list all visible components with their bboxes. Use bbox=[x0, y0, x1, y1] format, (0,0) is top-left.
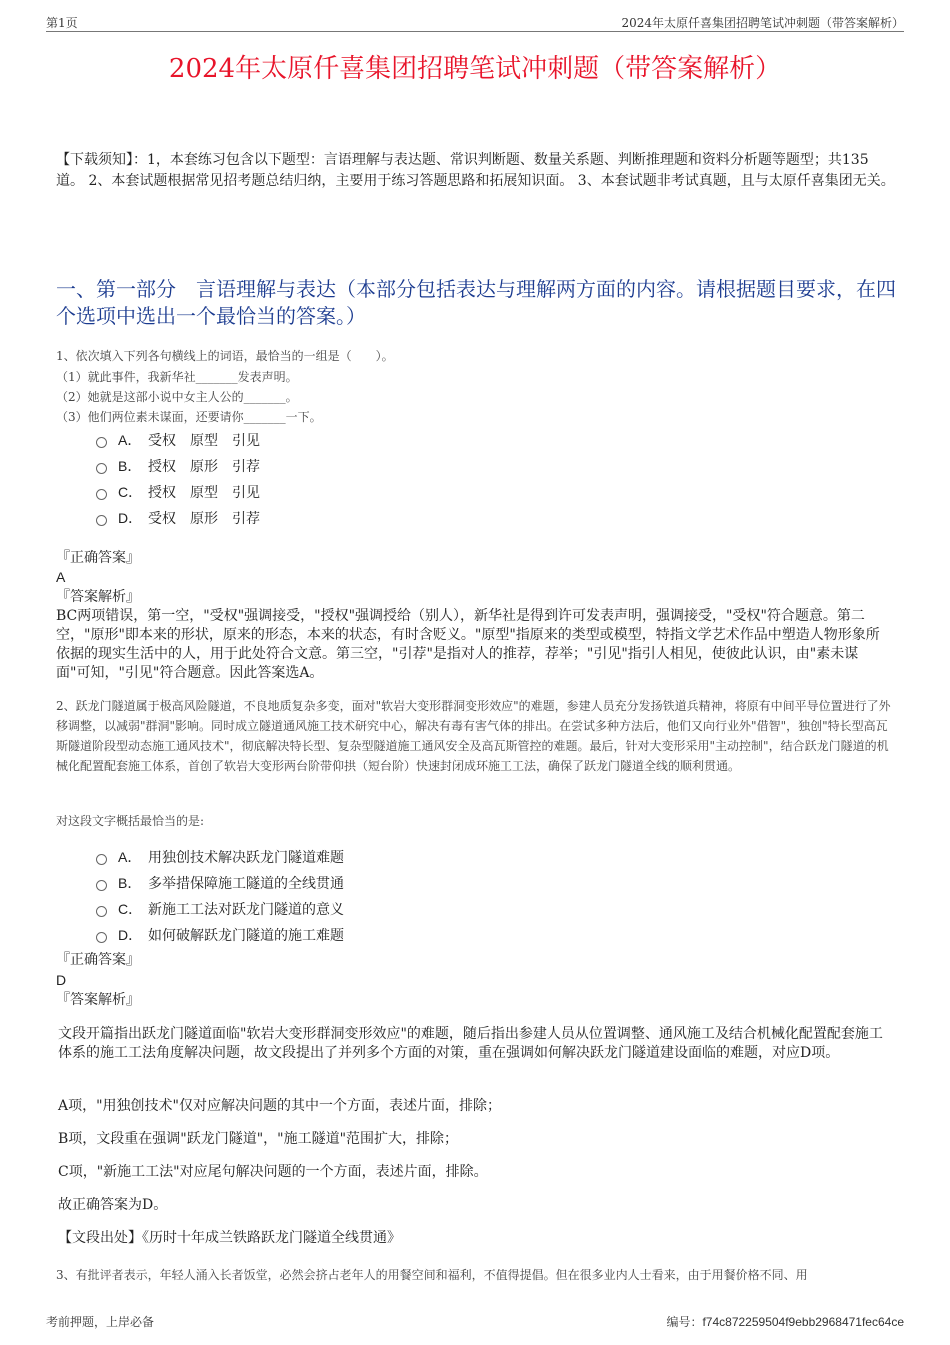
q2-option-a[interactable] bbox=[96, 847, 344, 867]
q1-option-b[interactable] bbox=[96, 456, 260, 476]
option-text: 授权 原型 引见 bbox=[148, 485, 260, 501]
q2-stem: 2、跃龙门隧道属于极高风险隧道，不良地质复杂多变，面对"软岩大变形群洞变形效应"的难题，参建人员充分发扬铁道兵精神，将原有中间平导位置进行了外移调整，以减弱"群洞"影响。同时成立隧道通风施工技术研究中心，解决有毒有害气体的排出。在尝试多种方法后，他们又向行业外"借智"，独创"特长型高瓦斯隧道阶段型动态施工通风技术"，彻底解决特长型、复杂型隧道施工通风安全及高瓦斯管控的难题。最后，针对大变形采用"主动控制"，结合跃龙门隧道的机械化配置配套施工体系，首创了软岩大变形两台阶带仰拱（短台阶）快速封闭成环施工工法，确保了跃龙门隧道全线的顺利贯通。 bbox=[56, 699, 891, 773]
footer-slogan: 考前押题，上岸必备 bbox=[46, 1315, 155, 1329]
q2-source: 【文段出处】《历时十年成兰铁路跃龙门隧道全线贯通》 bbox=[58, 1230, 401, 1246]
radio-icon[interactable] bbox=[96, 880, 107, 891]
page-title: 2024年太原仟喜集团招聘笔试冲刺题（带答案解析） bbox=[168, 54, 782, 84]
q2-answer: D bbox=[56, 972, 67, 988]
q3-stem: 3、有批评者表示，年轻人涌入长者饭堂，必然会挤占老年人的用餐空间和福利，不值得提倡。但在很多业内人士看来，由于用餐价格不同、用 bbox=[56, 1268, 808, 1282]
option-letter: A． bbox=[118, 849, 142, 865]
q1-answer-label: 『正确答案』 bbox=[56, 550, 140, 566]
section-heading: 一、第一部分 言语理解与表达（本部分包括表达与理解两方面的内容。请根据题目要求，在四个选项中选出一个最恰当的答案。） bbox=[56, 277, 896, 328]
q1-analysis-label: 『答案解析』 bbox=[56, 589, 140, 605]
radio-icon[interactable] bbox=[96, 515, 107, 526]
radio-icon[interactable] bbox=[96, 854, 107, 865]
q2-conclusion: 故正确答案为D。 bbox=[58, 1197, 168, 1213]
q1-line-2: （2）她就是这部小说中女主人公的_______。 bbox=[56, 390, 298, 404]
option-letter: B． bbox=[118, 875, 142, 891]
option-letter: B． bbox=[118, 458, 142, 474]
radio-icon[interactable] bbox=[96, 932, 107, 943]
q2-note-c: C项，"新施工工法"对应尾句解决问题的一个方面，表述片面，排除。 bbox=[58, 1164, 488, 1180]
q1-option-c[interactable] bbox=[96, 482, 260, 502]
option-text: 受权 原型 引见 bbox=[148, 433, 260, 449]
q2-note-b: B项，文段重在强调"跃龙门隧道"，"施工隧道"范围扩大，排除； bbox=[58, 1131, 459, 1147]
q1-line-1: （1）就此事件，我新华社_______发表声明。 bbox=[56, 370, 298, 384]
radio-icon[interactable] bbox=[96, 906, 107, 917]
option-letter: D． bbox=[118, 510, 143, 526]
q1-answer: A bbox=[56, 569, 66, 585]
option-text: 受权 原形 引荐 bbox=[148, 511, 260, 527]
q2-note-a: A项，"用独创技术"仅对应解决问题的其中一个方面，表述片面，排除； bbox=[58, 1098, 501, 1114]
header-doc-title: 2024年太原仟喜集团招聘笔试冲刺题（带答案解析） bbox=[621, 16, 904, 30]
option-letter: C． bbox=[118, 901, 143, 917]
q1-line-3: （3）他们两位素未谋面，还要请你_______一下。 bbox=[56, 410, 322, 424]
q2-analysis-label: 『答案解析』 bbox=[56, 992, 140, 1008]
option-text: 如何破解跃龙门隧道的施工难题 bbox=[148, 928, 344, 944]
q1-stem: 1、依次填入下列各句横线上的词语，最恰当的一组是（ ）。 bbox=[56, 349, 394, 363]
radio-icon[interactable] bbox=[96, 463, 107, 474]
option-text: 新施工工法对跃龙门隧道的意义 bbox=[148, 902, 344, 918]
page-number: 第1页 bbox=[46, 16, 78, 30]
q2-option-b[interactable] bbox=[96, 873, 344, 893]
q2-option-d[interactable] bbox=[96, 925, 344, 945]
radio-icon[interactable] bbox=[96, 437, 107, 448]
q2-analysis: 文段开篇指出跃龙门隧道面临"软岩大变形群洞变形效应"的难题，随后指出参建人员从位置调整、通风施工及结合机械化配置配套施工体系的施工工法角度解决问题，故文段提出了并列多个方面的对策，重在强调如何解决跃龙门隧道建设面临的难题，对应D项。 bbox=[58, 1026, 883, 1061]
q1-option-d[interactable] bbox=[96, 508, 260, 528]
header-divider bbox=[46, 31, 904, 32]
download-notice: 【下载须知】：1，本套练习包含以下题型：言语理解与表达题、常识判断题、数量关系题、判断推理题和资料分析题等题型；共135道。 2、本套试题根据常见招考题总结归纳，主要用于练习答题思路和拓展知识面。 3、本套试题非考试真题，且与太原仟喜集团无关。 bbox=[56, 152, 895, 189]
q2-answer-label: 『正确答案』 bbox=[56, 952, 140, 968]
option-text: 用独创技术解决跃龙门隧道难题 bbox=[148, 850, 344, 866]
q1-option-a[interactable] bbox=[96, 430, 260, 450]
q2-option-c[interactable] bbox=[96, 899, 344, 919]
option-letter: D． bbox=[118, 927, 143, 943]
q2-prompt: 对这段文字概括最恰当的是: bbox=[56, 814, 205, 828]
option-text: 多举措保障施工隧道的全线贯通 bbox=[148, 876, 344, 892]
option-letter: C． bbox=[118, 484, 143, 500]
q1-analysis: BC两项错误，第一空，"受权"强调接受，"授权"强调授给（别人），新华社是得到许可发表声明，强调接受，"受权"符合题意。第二空，"原形"即本来的形状，原来的形态，本来的状态，有时含贬义。"原型"指原来的类型或模型，特指文学艺术作品中塑造人物形象所依据的现实生活中的人，用于此处符合文意。第三空，"引荐"是指对人的推荐，荐举；"引见"指引人相见，使彼此认识，由"素未谋面"可知，"引见"符合题意。因此答案选A。 bbox=[56, 608, 880, 681]
option-letter: A． bbox=[118, 432, 142, 448]
footer-doc-id: 编号：f74c872259504f9ebb2968471fec64ce bbox=[666, 1315, 904, 1329]
option-text: 授权 原形 引荐 bbox=[148, 459, 260, 475]
radio-icon[interactable] bbox=[96, 489, 107, 500]
